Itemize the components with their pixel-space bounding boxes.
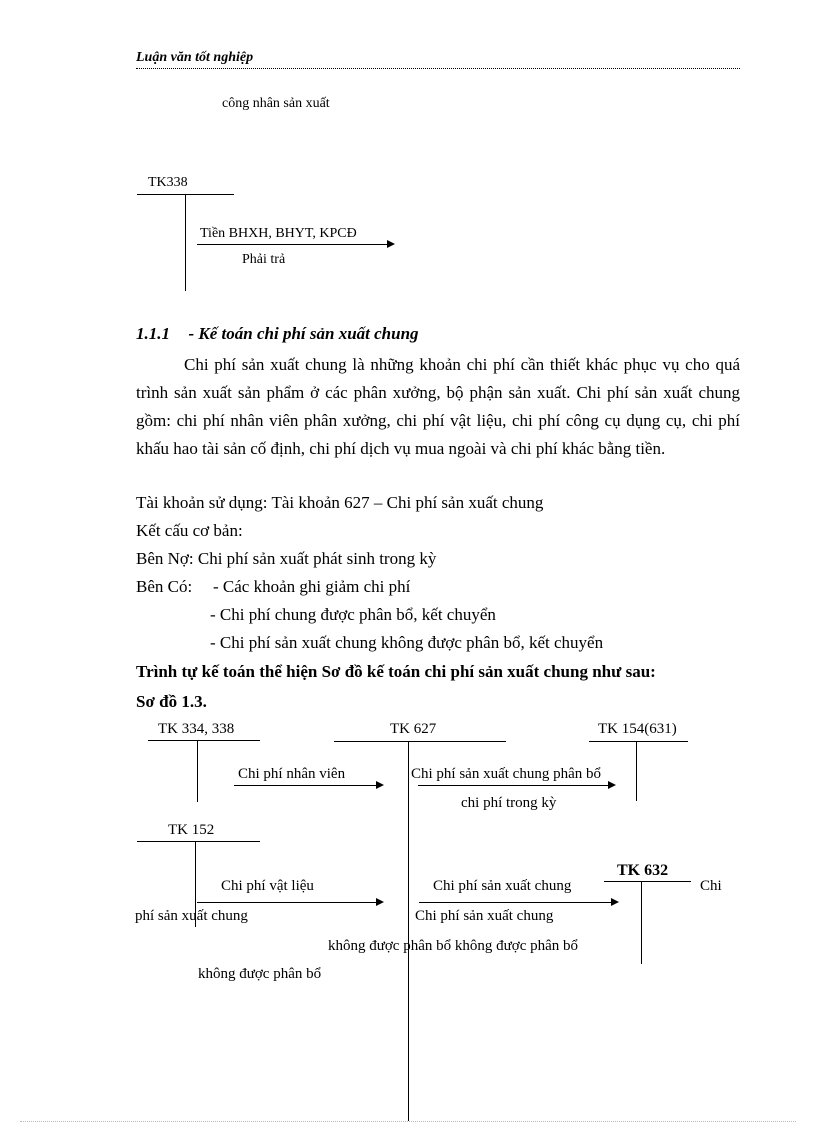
allocated-arrow (418, 785, 614, 786)
tk627-label: TK 627 (390, 721, 437, 737)
not-allocated-left: không được phân bổ (198, 966, 322, 982)
general-cost-arrow (419, 902, 617, 903)
tk154-t-bar (589, 741, 688, 742)
allocated-label-2: chi phí trong kỳ (461, 795, 557, 811)
tk338-arrow-label: Tiền BHXH, BHYT, KPCĐ (200, 226, 357, 241)
tk627-t-stem (408, 741, 409, 1121)
label-chi: Chi (700, 878, 722, 894)
credit-item-1: - Các khoản ghi giảm chi phí (213, 577, 411, 596)
tk627-t-bar (334, 741, 506, 742)
tk338-arrow (197, 244, 393, 245)
tk334-label: TK 334, 338 (158, 721, 235, 737)
section-paragraph (136, 351, 740, 463)
structure-label: Kết cấu cơ bản: (136, 521, 243, 540)
header-divider (136, 68, 740, 69)
tk334-t-bar (148, 740, 260, 741)
tk152-label: TK 152 (168, 822, 215, 838)
allocated-label-1: Chi phí sản xuất chung phân bổ (411, 766, 601, 782)
tk632-t-stem (641, 881, 642, 964)
page-bottom-divider (20, 1121, 796, 1122)
tk632-t-bar (604, 881, 691, 882)
staff-cost-arrow (234, 785, 382, 786)
material-cost-arrow (197, 902, 382, 903)
general-cost-label: Chi phí sản xuất chung (433, 878, 572, 894)
tk152-t-bar (137, 841, 260, 842)
tk334-t-stem (197, 740, 198, 802)
tk338-label: TK338 (148, 175, 188, 190)
diagram-label: Sơ đồ 1.3. (136, 692, 207, 711)
tk632-label: TK 632 (617, 862, 669, 879)
tk154-t-stem (636, 741, 637, 801)
label-phi-san-xuat-chung: phí sản xuất chung (135, 908, 248, 924)
credit-item-3: - Chi phí sản xuất chung không được phân bổ, kết chuyển (210, 633, 604, 652)
credit-item-2: - Chi phí chung được phân bổ, kết chuyển (210, 605, 496, 624)
tk154-label: TK 154(631) (598, 721, 677, 737)
debit-line: Bên Nợ: Chi phí sản xuất phát sinh trong kỳ (136, 549, 437, 568)
section-number: 1.1.1 (136, 324, 170, 343)
document-header-title: Luận văn tốt nghiệp (136, 50, 254, 65)
section-title: - Kế toán chi phí sản xuất chung (188, 324, 419, 343)
tk338-arrow-sublabel: Phải trả (242, 252, 286, 267)
credit-label: Bên Có: (136, 577, 193, 596)
not-allocated-mid: không được phân bổ không được phân bổ (328, 938, 579, 954)
paragraph-text: Chi phí sản xuất chung là những khoản chi phí cần thiết khác phục vụ cho quá trình sản xuất sản phẩm ở các phân xưởng, bộ phận sản xuất. Chi phí sản xuất chung gồm: chi phí nhân viên phân xưởng, chi phí vật liệu, chi phí công cụ dụng cụ, chi phí khấu hao tài sản cố định, chi phí dịch vụ mua ngoài và chi phí khác bằng tiền. (136, 355, 740, 458)
label-cpsx-chung: Chi phí sản xuất chung (415, 908, 554, 924)
section-heading (136, 324, 419, 344)
top-fragment-text: công nhân sản xuất (222, 96, 330, 111)
staff-cost-label: Chi phí nhân viên (238, 766, 346, 782)
sequence-text: Trình tự kế toán thể hiện Sơ đồ kế toán chi phí sản xuất chung như sau: (136, 662, 656, 681)
tk338-t-stem (185, 194, 186, 291)
account-used-line: Tài khoản sử dụng: Tài khoản 627 – Chi phí sản xuất chung (136, 493, 544, 512)
material-cost-label: Chi phí vật liệu (221, 878, 314, 894)
